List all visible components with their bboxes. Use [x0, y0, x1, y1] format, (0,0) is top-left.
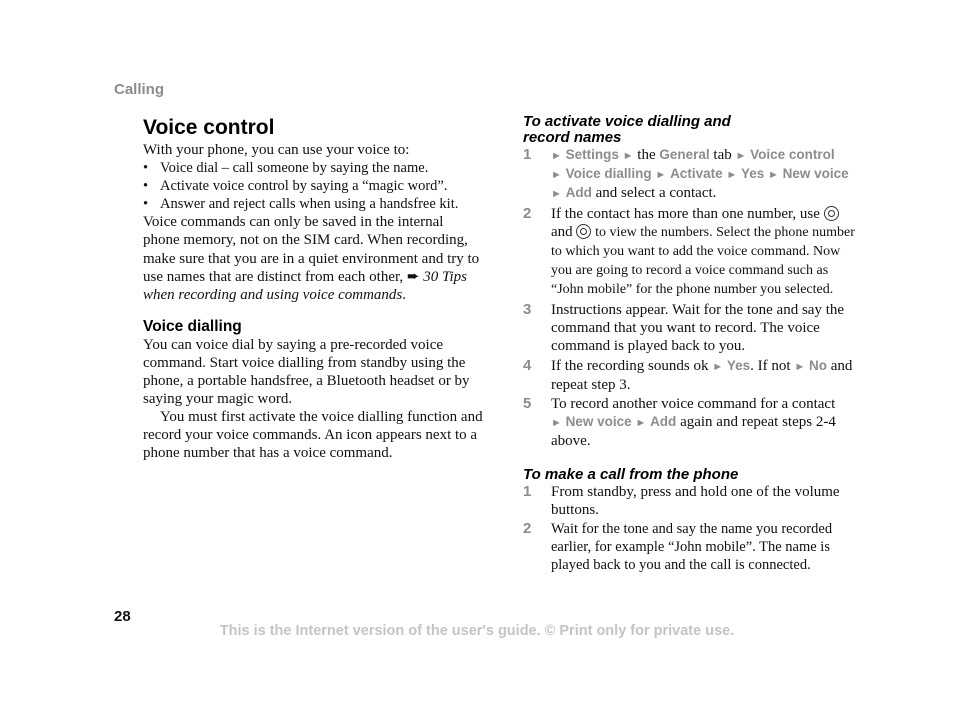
- page-title: Voice control: [143, 116, 275, 139]
- intro-text: With your phone, you can use your voice to:: [143, 142, 410, 158]
- nav-left-key-icon: [824, 206, 839, 221]
- list-item: • Voice dial – call someone by saying the name.: [143, 160, 429, 177]
- tips-reference-link[interactable]: 30 Tips when recording and using voice commands: [143, 268, 467, 303]
- reference-arrow-icon: ➨: [406, 268, 420, 285]
- left-column: [143, 114, 483, 463]
- footer-note: This is the Internet version of the user's guide. © Print only for private use.: [219, 623, 735, 639]
- feature-list: [143, 159, 483, 213]
- menu-settings[interactable]: Settings: [565, 147, 619, 162]
- make-call-heading: To make a call from the phone: [523, 465, 739, 483]
- nav-right-key-icon: [576, 224, 591, 239]
- list-item: • Activate voice control by saying a “magic word”.: [143, 178, 448, 195]
- page-number: 28: [114, 608, 131, 625]
- voice-dialling-activation-text: You must first activate the voice dialling function and record your voice commands. An icon appears next to a phone number that has a voice command.: [143, 409, 483, 462]
- step-item: 1 ► Settings ► the General tab ► Voice control ► Voice dialling ► Activate ► Yes ► New voice ► Add and select a contact.: [523, 146, 849, 202]
- menu-yes[interactable]: Yes: [726, 357, 751, 373]
- menu-voice-dialling[interactable]: Voice dialling: [565, 166, 652, 182]
- voice-dialling-text: You can voice dial by saying a pre-recorded voice command. Start voice dialling from standby using the phone, a portable handsfree, a Bluetooth headset or by saying your magic word.: [143, 336, 470, 408]
- step-item: 4 If the recording sounds ok ► Yes. If not ► No and repeat step 3.: [523, 356, 853, 393]
- menu-new-voice[interactable]: New voice: [565, 414, 632, 430]
- menu-activate[interactable]: Activate: [670, 166, 723, 182]
- section-label: Calling: [114, 81, 165, 98]
- voice-dialling-heading: Voice dialling: [143, 317, 242, 335]
- menu-add[interactable]: Add: [565, 185, 592, 201]
- menu-add[interactable]: Add: [650, 414, 677, 430]
- make-call-steps: [523, 483, 858, 575]
- memory-note: Voice commands can only be saved in the internal phone memory, not on the SIM card. When recording, make sure that you are in a quiet environment and try to use names that are distinct from each other, ➨ 30 Tips when recording and using voice commands.: [143, 214, 480, 303]
- menu-voice-control[interactable]: Voice control: [750, 147, 835, 162]
- right-column: [523, 114, 858, 576]
- step-item: 1 From standby, press and hold one of the volume buttons.: [523, 482, 840, 518]
- step-item: 5 To record another voice command for a contact ► New voice ► Add again and repeat steps 2-4 above.: [523, 395, 836, 450]
- activate-steps: [523, 146, 858, 451]
- menu-yes[interactable]: Yes: [740, 166, 765, 182]
- step-item: 2 Wait for the tone and say the name you recorded earlier, for example “John mobile”. The name is played back to you and the call is connected.: [523, 520, 833, 574]
- menu-general-tab[interactable]: General: [659, 147, 710, 162]
- step-item: 3 Instructions appear. Wait for the tone and say the command that you want to record. The voice command is played back to you.: [523, 300, 845, 354]
- activate-heading: To activate voice dialling and record names: [523, 113, 731, 146]
- list-item: • Answer and reject calls when using a handsfree kit.: [143, 196, 459, 213]
- menu-new-voice[interactable]: New voice: [782, 166, 849, 182]
- step-item: 2 If the contact has more than one number, use and to view the numbers. Select the phone number to which you want to add the voice command. Now you are going to record a voice command such as “John mobile” for the phone number you selected.: [523, 204, 855, 298]
- menu-no[interactable]: No: [808, 357, 827, 373]
